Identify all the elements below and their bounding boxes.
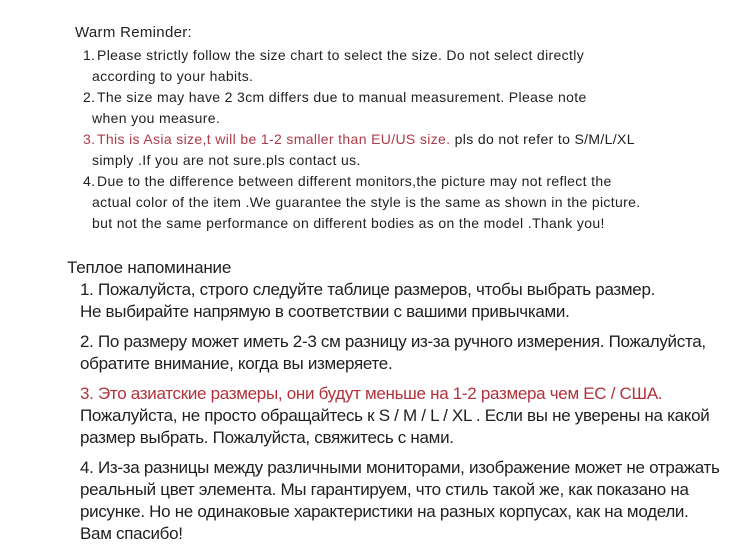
reminder-item-ru-3 bbox=[80, 383, 750, 449]
reminder-item-ru-4 bbox=[80, 457, 750, 545]
reminder-text: according to your habits. bbox=[92, 68, 254, 84]
reminder-text: реальный цвет элемента. Мы гарантируем, что стиль такой же, как показано на bbox=[80, 480, 689, 499]
item-number: 2. bbox=[83, 89, 96, 105]
reminder-text: Пожалуйста, не просто обращайтесь к S / M / L / XL . Если вы не уверены на какой bbox=[80, 406, 710, 425]
item-number: 4. bbox=[83, 173, 96, 189]
reminder-text: but not the same performance on different bodies as on the model .Thank you! bbox=[92, 215, 605, 231]
reminder-line bbox=[83, 129, 750, 150]
item-number: 3. bbox=[83, 131, 96, 147]
reminder-item-en-4 bbox=[0, 171, 750, 234]
reminder-text: 1. Пожалуйста, строго следуйте таблице размеров, чтобы выбрать размер. bbox=[80, 280, 656, 299]
reminder-item-ru-2 bbox=[80, 331, 750, 375]
reminder-text: Please strictly follow the size chart to select the size. Do not select directly bbox=[97, 47, 585, 63]
reminder-text: Вам спасибо! bbox=[80, 524, 183, 543]
reminder-text: размер выбрать. Пожалуйста, свяжитесь с нами. bbox=[80, 428, 454, 447]
reminder-line bbox=[83, 45, 750, 66]
reminder-text: 2. По размеру может иметь 2-3 см разницу из-за ручного измерения. Пожалуйста, bbox=[80, 332, 706, 351]
reminder-line bbox=[83, 87, 750, 108]
reminder-item-en-1 bbox=[0, 45, 750, 87]
reminder-text: simply .If you are not sure.pls contact us. bbox=[92, 152, 361, 168]
reminder-text: рисунке. Но не одинаковые характеристики на разных корпусах, как на модели. bbox=[80, 502, 689, 521]
reminder-line bbox=[83, 171, 750, 192]
reminder-item-en-3 bbox=[0, 129, 750, 171]
reminder-text: Не выбирайте напрямую в соответствии с вашими привычками. bbox=[80, 302, 570, 321]
warm-reminder-title: Warm Reminder: bbox=[75, 24, 192, 41]
reminder-text: The size may have 2 3cm differs due to manual measurement. Please note bbox=[97, 89, 587, 105]
english-reminder-section bbox=[0, 0, 750, 234]
reminder-text: when you measure. bbox=[92, 110, 221, 126]
reminder-text: 4. Из-за разницы между различными мониторами, изображение может не отражать bbox=[80, 458, 720, 477]
reminder-item-ru-1 bbox=[80, 279, 750, 323]
reminder-text: pls do not refer to S/M/L/XL bbox=[450, 131, 635, 147]
asia-size-warning-text: This is Asia size,t will be 1-2 smaller than EU/US size. bbox=[97, 131, 451, 147]
reminder-item-en-2 bbox=[0, 87, 750, 129]
warm-reminder-title-ru: Теплое напоминание bbox=[67, 258, 232, 277]
russian-reminder-section bbox=[0, 257, 750, 545]
reminder-text: Due to the difference between different monitors,the picture may not reflect the bbox=[97, 173, 612, 189]
reminder-text: actual color of the item .We guarantee the style is the same as shown in the picture. bbox=[92, 194, 641, 210]
reminder-text: обратите внимание, когда вы измеряете. bbox=[80, 354, 393, 373]
asia-size-warning-text-ru: 3. Это азиатские размеры, они будут меньше на 1-2 размера чем ЕС / США. bbox=[80, 384, 663, 403]
item-number: 1. bbox=[83, 47, 96, 63]
